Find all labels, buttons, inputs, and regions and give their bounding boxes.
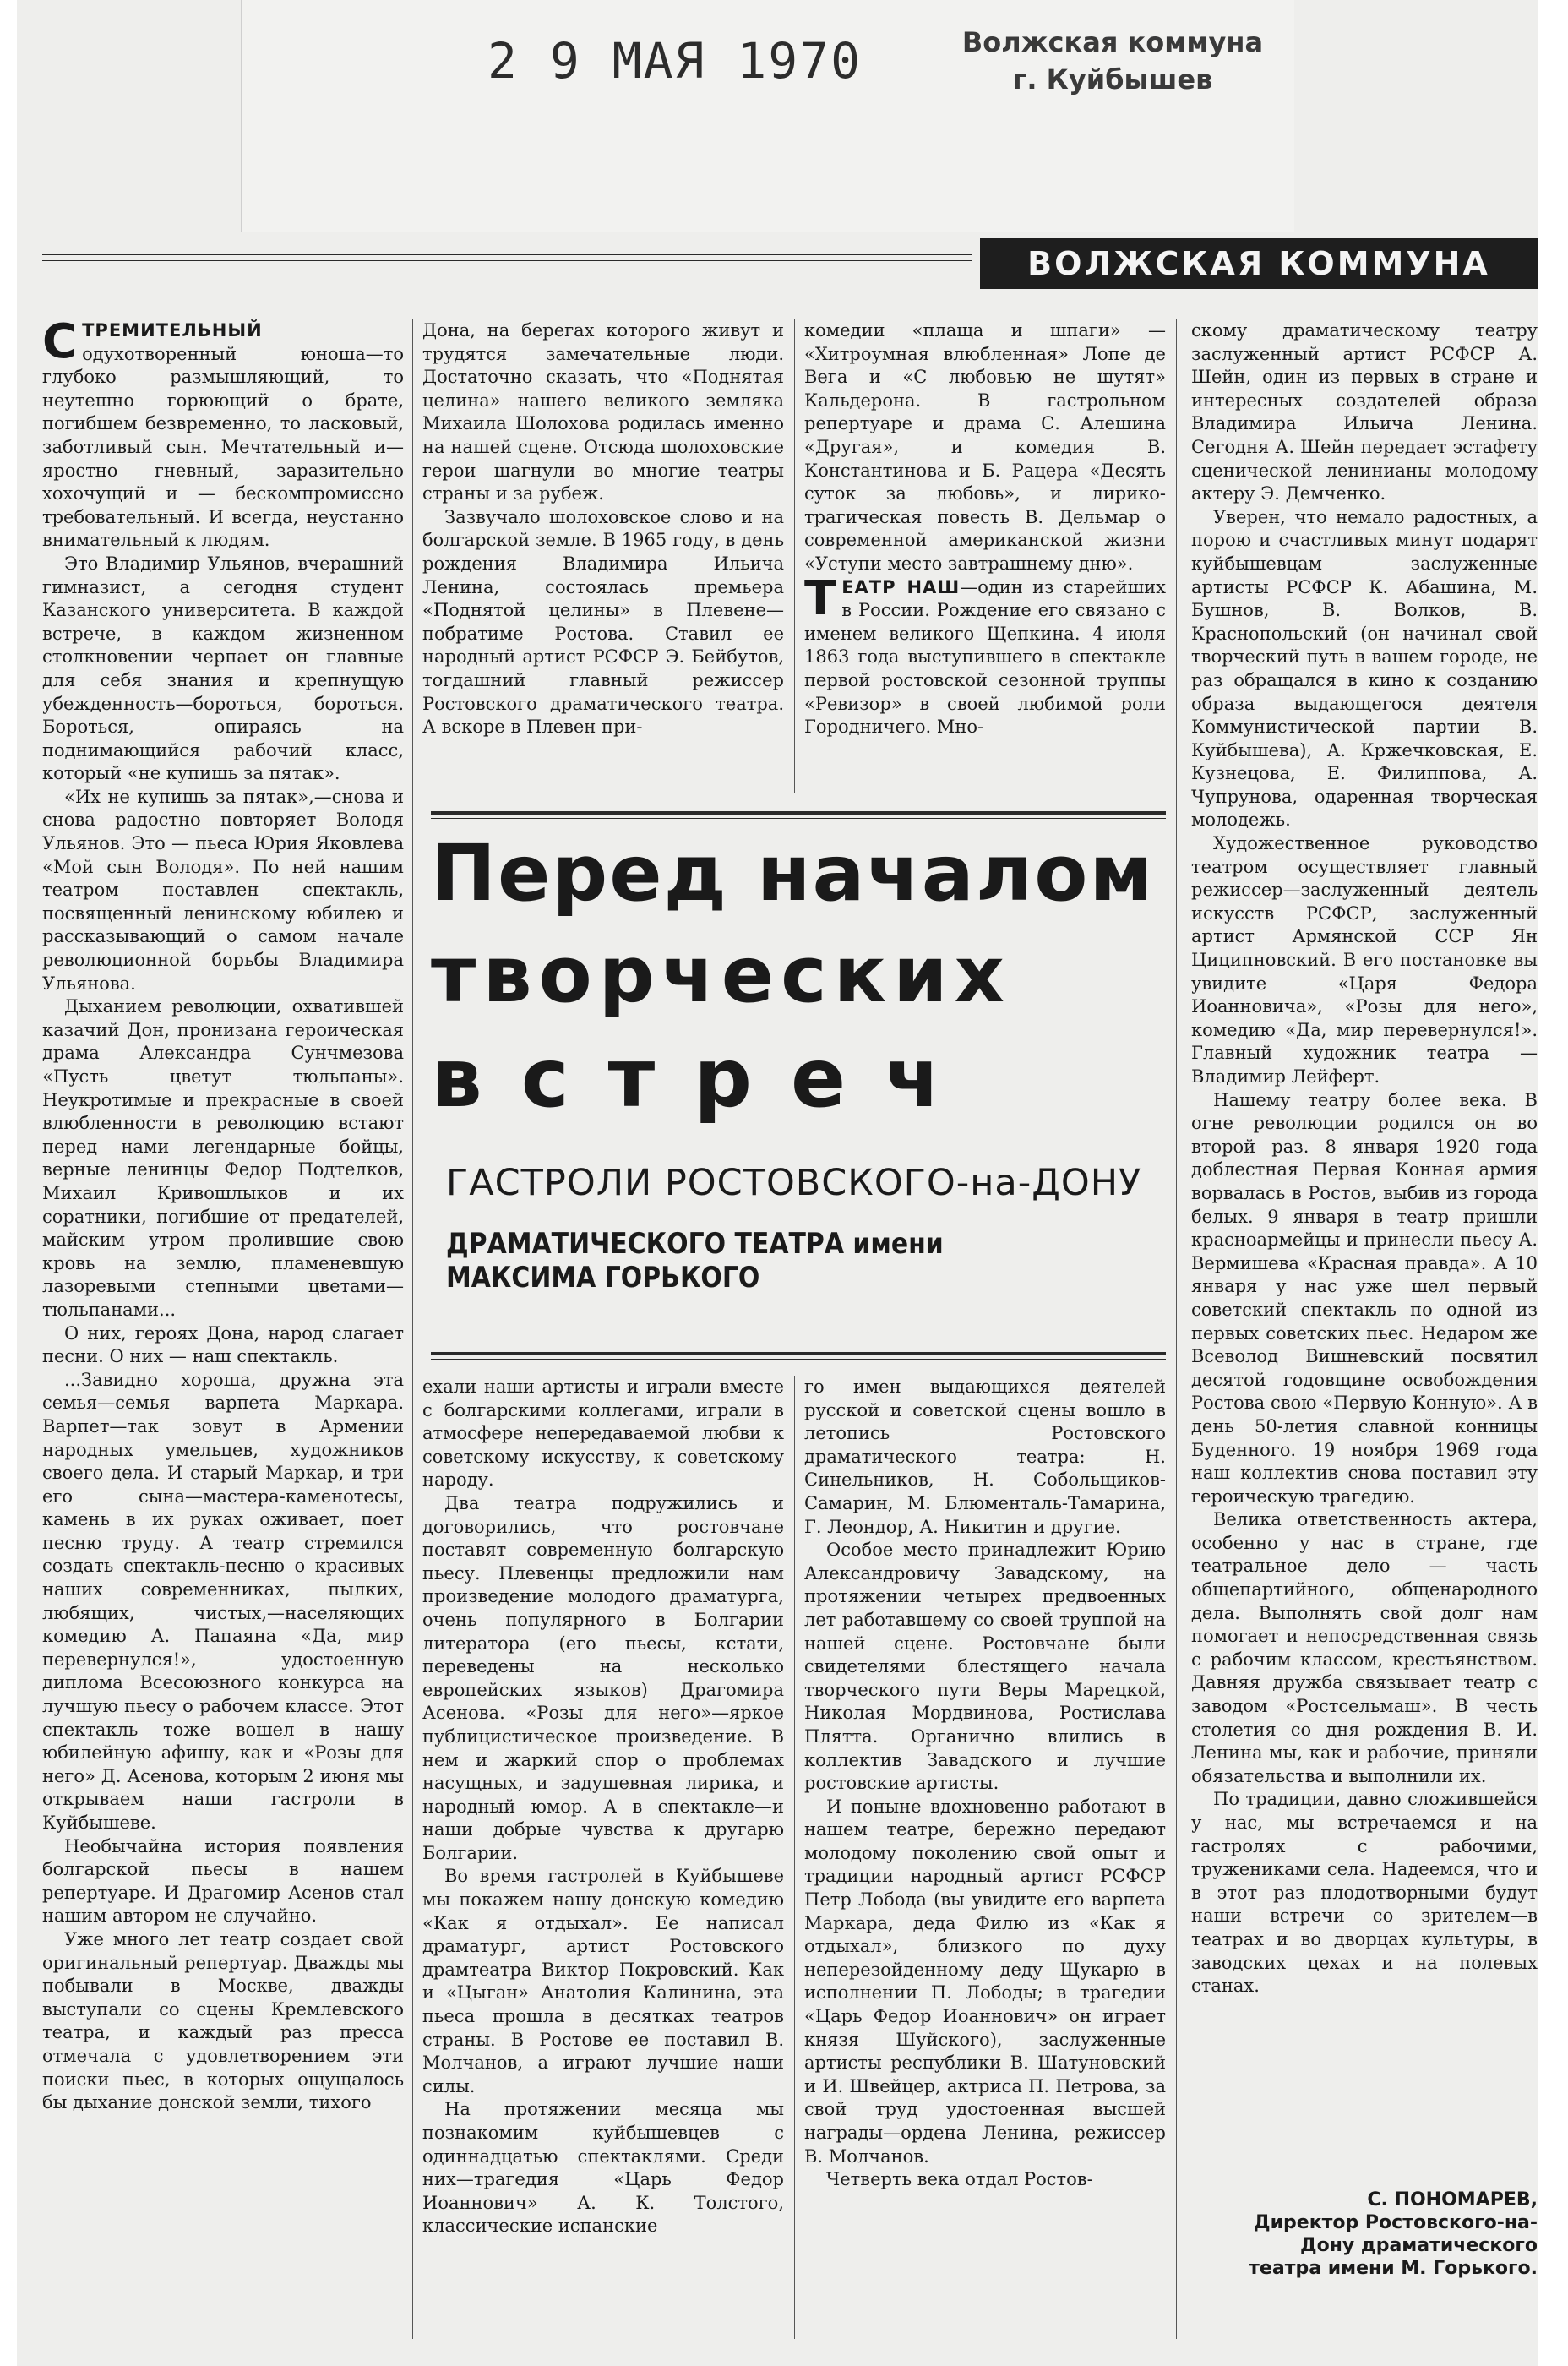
column-2-top	[422, 319, 784, 793]
col4-paragraph-1: скому драматическому театру заслуженный артист РСФСР А. Шейн, один из первых в стране и интересных создателей образа Владимира Ильича Ленина. Сегодня А. Шейн передает эстафету сценической ленинианы молодому актеру Э. Демченко.	[1191, 320, 1538, 504]
col1-paragraph-6: ...Завидно хороша, дружна эта семья—семья варпета Маркара. Варпет—так зовут в Армении народных умельцев, художников своего дела. И старый Маркар, и три его сына—мастера-каменотесы, камень в их руках оживает, поет песню труду. А театр стремился создать спектакль-песню о красивых наших современниках, пылких, любящих, чистых,—населяющих комедию А. Папаяна «Да, мир перевернулся!», удостоенную диплома Всесоюзного конкурса на лучшую пьесу о рабочем классе. Этот спектакль тоже вошел в нашу юбилейную афишу, как и «Розы для него» Д. Асенова, которым 2 июня мы открываем наши гастроли в Куйбышеве.	[42, 1369, 404, 1833]
headline-rule-bottom	[431, 1352, 1166, 1355]
col2-top-paragraph-2: Зазвучало шолоховское слово и на болгарской земле. В 1965 году, в день рождения Владимира Ильича Ленина, состоялась премьера «Поднятой целины» в Плевене—побратиме Ростова. Ставил ее народный артист РСФСР Э. Бейбутов, тогдашний главный режиссер Ростовского драматического театра. А вскоре в Плевен при-	[422, 506, 784, 738]
col1-paragraph-5: О них, героях Дона, народ слагает песни. О них — наш спектакль.	[42, 1322, 404, 1367]
author-title-3: театра имени М. Горького.	[1249, 2258, 1538, 2279]
col3-bottom-paragraph-4: Четверть века отдал Ростов-	[826, 2169, 1093, 2190]
subheadline-1: ГАСТРОЛИ РОСТОВСКОГО-на-ДОНУ	[446, 1162, 1142, 1204]
top-rule-thin	[42, 260, 972, 261]
author-name: С. ПОНОМАРЕВ,	[1367, 2189, 1538, 2211]
masthead: ВОЛЖСКАЯ КОММУНА	[980, 238, 1538, 289]
top-rule	[42, 254, 972, 255]
col1-paragraph-2: Это Владимир Ульянов, вчерашний гимназист, а сегодня студент Казанского университета. В каждой встрече, в каждом жизненном столкновении черпает он главные для себя знания и крепнущую убежденность—бороться, бороться. Бороться, опираясь на поднимающийся рабочий класс, который «не купишь за пятак».	[42, 553, 404, 784]
column-divider	[412, 319, 413, 2339]
col2-bottom-paragraph-2: Два театра подружились и договорились, что ростовчане поставят современную болгарскую пьесу. Плевенцы предложили нам произведение молодого драматурга, очень популярного в Болгарии литератора (его пьесы, кстати, переведены на несколько европейских языков) Драгомира Асенова. «Розы для него»—яркое публицистическое произведение. В нем и жаркий спор о проблемах насущных, и задушевная лирика, и народный юмор. А в спектакле—и наши добрые чувства к другарю Болгарии.	[422, 1492, 784, 1863]
col2-top-paragraph-1: Дона, на берегах которого живут и трудятся замечательные люди. Достаточно сказать, что «Поднятая целина» нашего великого земляка Михаила Шолохова родилась именно на нашей сцене. Отсюда шолоховские герои шагнули во многие театры страны и за рубеж.	[422, 320, 784, 504]
author-title-1: Директор Ростовского-на-	[1254, 2212, 1538, 2233]
col4-paragraph-5: Велика ответственность актера, особенно у нас в стране, где театральное дело — часть общепартийного, общенародного дела. Выполнять свой долг нам помогает и непосредственная связь с рабочим классом, крестьянством. Давняя дружба связывает театр с заводом «Ростсельмаш». В честь столетия со дня рождения В. И. Ленина мы, как и рабочие, приняли обязательства и выполнили их.	[1191, 1509, 1538, 1786]
stamp-source-city: г. Куйбышев	[1012, 63, 1213, 95]
col2-bottom-paragraph-4: На протяжении месяца мы познакомим куйбышевцев с одиннадцатью спектаклями. Среди них—трагедия «Царь Федор Иоаннович» А. К. Толстого, классические испанские	[422, 2099, 784, 2237]
col2-bottom-paragraph-1: ехали наши артисты и играли вместе с болгарскими коллегами, играли в атмосфере непередаваемой любви к советскому искусству, к советскому народу.	[422, 1377, 784, 1491]
col2-bottom-paragraph-3: Во время гастролей в Куйбышеве мы покажем нашу донскую комедию «Как я отдыхал». Ее написал драматург, артист Ростовского драмтеатра Виктор Покровский. Как и «Цыган» Анатолия Калинина, эта пьеса прошла в десятках театров страны. В Ростове ее поставил В. Молчанов, а играют лучшие наши силы.	[422, 1866, 784, 2096]
stamp-source-name: Волжская коммуна	[961, 26, 1264, 58]
headline-line-1: Перед началом	[431, 828, 1155, 919]
column-4	[1191, 319, 1538, 2178]
drop-cap: С	[42, 319, 78, 369]
stamp-source	[935, 24, 1290, 98]
col1-paragraph-3: «Их не купишь за пятак»,—снова и снова радостно повторяет Володя Ульянов. Это — пьеса Юрия Яковлева «Мой сын Володя». По ней нашим театром поставлен спектакль, посвященный ленинскому юбилею и рассказывающий о самом начале революционной борьбы Владимира Ульянова.	[42, 786, 404, 994]
column-divider	[794, 1376, 795, 2339]
col3-bottom-paragraph-2: Особое место принадлежит Юрию Александровичу Завадскому, на протяжении четырех предвоенных лет работавшему со своей труппой на нашей сцене. Ростовчане были свидетелями блестящего начала творческого пути Веры Марецкой, Николая Мордвинова, Ростислава Плятта. Органично влились в коллектив Завадского и лучшие ростовские артисты.	[804, 1540, 1166, 1794]
author-signature	[1217, 2189, 1538, 2280]
col3-top-paragraph-2: ТЕАТР НАШ—один из старейших в России. Рождение его связано с именем великого Щепкина. 4 июля 1863 года выступившего в спектакле первой ростовской сезонной труппы «Ревизор» в своей любимой роли Городничего. Мно-	[804, 570, 1166, 738]
col4-paragraph-3: Художественное руководство театром осуществляет главный режиссер—заслуженный деятель искусств РСФСР, заслуженный артист Армянской ССР Ян Циципновский. В его постановке вы увидите «Царя Федора Иоанновича», «Розы для него», комедию «Да, мир перевернулся!». Главный художник театра — Владимир Лейферт.	[1191, 833, 1538, 1087]
col4-paragraph-4: Нашему театру более века. В огне революции родился он во второй раз. 8 января 1920 года доблестная Первая Конная армия ворвалась в Ростов, выбив из города белых. 9 января в театр пришли красноармейцы и принесли пьесу А. Вермишева «Красная правда». А 10 января у нас уже шел первый советский спектакль по одной из первых советских пьес. Недаром же Всеволод Вишневский посвятил десятой годовщине освобождения Ростова свою «Первую Конную». А в день 50-летия славной конницы Буденного. 19 ноября 1969 года наш коллектив снова поставил эту героическую трагедию.	[1191, 1089, 1538, 1507]
headline-line-2: творческих	[431, 930, 1011, 1020]
col3-bottom-paragraph-3: И поныне вдохновенно работают в нашем театре, бережно передают молодому поколению свой опыт и традиции народный артист РСФСР Петр Лобода (вы увидите его варпета Маркара, деда Филю из «Как я отдыхал», близкого по духу неперезойденному деду Щукарю в исполнении П. Лободы; в трагедии «Царь Федор Иоаннович» он играет князя Шуйского), заслуженные артисты республики В. Шатуновский и И. Швейцер, актриса П. Петрова, за свой труд удостоенная высшей награды—ордена Ленина, режиссер В. Молчанов.	[804, 1796, 1166, 2167]
column-2-bottom	[422, 1376, 784, 2339]
newspaper-clipping	[17, 0, 1538, 2366]
col4-paragraph-2: Уверен, что немало радостных, а порою и счастливых минут подарят куйбышевцам заслуженные артисты РСФСР К. Абашина, М. Бушнов, В. Волков, В. Краснопольский (он начинал свой творческий путь в вашем городе, не раз обращался в кино к созданию образа выдающегося деятеля Коммунистической партии В. Куйбышева), А. Кржечковская, Е. Кузнецова, Е. Филиппова, А. Чупрунова, одаренная творческая молодежь.	[1191, 506, 1538, 831]
headline-rule-bottom-2	[431, 1359, 1166, 1360]
headline-block	[431, 811, 1174, 1352]
column-3-bottom	[804, 1376, 1166, 2339]
lead-word: ТРЕМИТЕЛЬНЫЙ	[82, 320, 263, 341]
col3-bottom-paragraph-1: го имен выдающихся деятелей русской и советской сцены вошло в летопись Ростовского драматического театра: Н. Синельников, Н. Собольщиков-Самарин, М. Блюменталь-Тамарина, Г. Леондор, А. Никитин и другие.	[804, 1377, 1166, 1537]
col1-paragraph-8: Уже много лет театр создает свой оригинальный репертуар. Дважды мы побывали в Москве, дважды выступали со сцены Кремлевского театра, и каждый раз пресса отмечала с удовлетворением эти поиски пьес, в которых ощущалось бы дыхание донской земли, тихого	[42, 1928, 404, 2113]
lead-word: ЕАТР НАШ	[841, 576, 961, 597]
column-3-top	[804, 319, 1166, 793]
col1-paragraph-7: Необычайна история появления болгарской пьесы в нашем репертуаре. И Драгомир Асенов стал нашим автором не случайно.	[42, 1835, 404, 1927]
column-divider	[1176, 319, 1177, 2339]
drop-cap: Т	[804, 570, 837, 626]
author-title-2: Дону драматического	[1300, 2235, 1538, 2256]
subheadline-2: ДРАМАТИЧЕСКОГО ТЕАТРА имени МАКСИМА ГОРЬКОГО	[446, 1227, 944, 1295]
column-1	[42, 319, 404, 2339]
col3-top-paragraph-1: комедии «плаща и шпаги» — «Хитроумная влюбленная» Лопе де Вега и «С любовью не шутят» Кальдерона. В гастрольном репертуаре и драма С. Алешина «Другая», и комедия В. Константинова и Б. Рацера «Десять суток за любовь», и лирико-трагическая повесть В. Дельмар о современной американской жизни «Уступи место завтрашнему дню».	[804, 320, 1166, 574]
stamp-date: 2 9 МАЯ 1970	[487, 32, 863, 90]
col4-paragraph-6: По традиции, давно сложившейся у нас, мы встречаемся и на гастролях с рабочими, тружениками села. Надеемся, что и в этот раз плодотворными будут наши встречи со зрителем—в театрах и во дворцах культуры, в заводских цехах и на полевых станах.	[1191, 1789, 1538, 1997]
col1-paragraph-1: СТРЕМИТЕЛЬНЫЙ одухотворенный юноша—то глубоко размышляющий, то неутешно горюющий о брате, погибшем безвременно, то ласковый, заботливый сын. Мечтательный и—яростно гневный, заразительно хохочущий и — бескомпромиссно требовательный. И всегда, неустанно внимательный к людям.	[42, 319, 404, 551]
archive-stamp-area	[241, 0, 1294, 232]
column-divider	[794, 319, 795, 793]
col1-paragraph-4: Дыханием революции, охватившей казачий Дон, пронизана героическая драма Александра Сунчмезова «Пусть цветут тюльпаны». Неукротимые и прекрасные в своей влюбленности в революцию встают перед нами легендарные бойцы, верные ленинцы Федор Подтелков, Михаил Кривошлыков и их соратники, погибшие от предателей, майским утром пролившие свою кровь на землю, пламеневшую лазоревыми степными цветами—тюльпанами...	[42, 996, 404, 1320]
headline-line-3: встреч	[431, 1031, 980, 1126]
